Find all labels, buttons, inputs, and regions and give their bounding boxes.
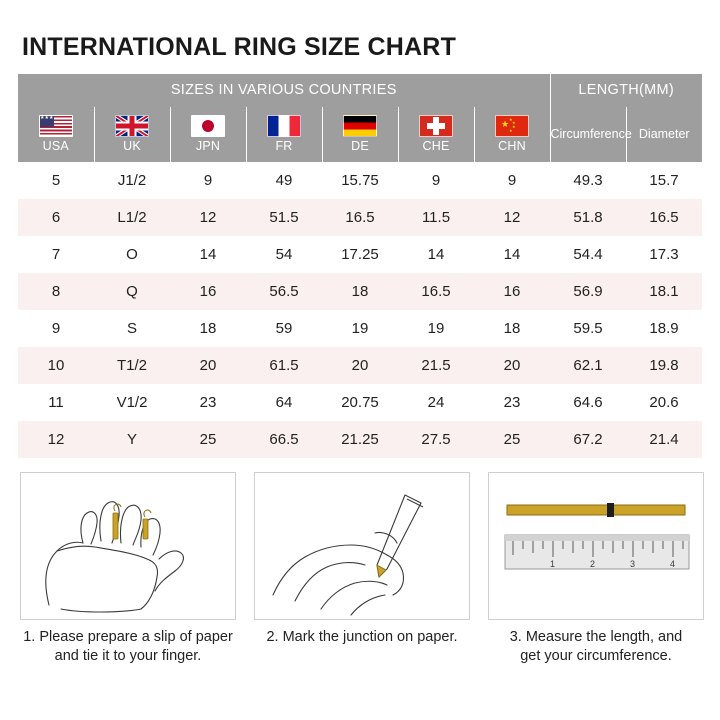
table-row: [18, 273, 702, 310]
cell-circumference: 51.8: [550, 199, 626, 236]
cell-che: 14: [398, 236, 474, 273]
cell-che: 24: [398, 384, 474, 421]
cell-che: 16.5: [398, 273, 474, 310]
cell-jpn: 14: [170, 236, 246, 273]
flag-germany-icon: [343, 115, 377, 137]
step-3-caption-line1: 3. Measure the length, and: [509, 628, 683, 645]
step-1: [20, 472, 236, 667]
cell-uk: J1/2: [94, 162, 170, 199]
step-2-illustration-box: [254, 472, 470, 620]
cell-che: 21.5: [398, 347, 474, 384]
step-1-caption-line1: 1. Please prepare a slip of paper: [23, 628, 233, 645]
cell-de: 16.5: [322, 199, 398, 236]
cell-uk: Y: [94, 421, 170, 458]
column-header-usa: [18, 107, 94, 162]
flag-china-icon: ★ ★ ★ ★ ★: [495, 115, 529, 137]
step-3-caption-line2: get your circumference.: [520, 648, 672, 665]
svg-text:1: 1: [550, 558, 556, 569]
cell-de: 20: [322, 347, 398, 384]
column-label-usa: USA: [42, 138, 69, 153]
column-label-diameter: Diameter: [638, 126, 690, 141]
cell-chn: 9: [474, 162, 550, 199]
cell-jpn: 18: [170, 310, 246, 347]
step-2-caption: [254, 628, 470, 648]
cell-fr: 56.5: [246, 273, 322, 310]
cell-usa: 5: [18, 162, 94, 199]
column-header-diameter: [626, 107, 702, 162]
flag-switzerland-icon: [419, 115, 453, 137]
cell-fr: 51.5: [246, 199, 322, 236]
cell-diameter: 17.3: [626, 236, 702, 273]
cell-chn: 14: [474, 236, 550, 273]
table-row: [18, 162, 702, 199]
column-header-uk: [94, 107, 170, 162]
column-label-circumference: Circumference: [550, 126, 632, 141]
cell-circumference: 54.4: [550, 236, 626, 273]
cell-diameter: 18.1: [626, 273, 702, 310]
cell-de: 15.75: [322, 162, 398, 199]
cell-circumference: 62.1: [550, 347, 626, 384]
cell-fr: 61.5: [246, 347, 322, 384]
cell-usa: 7: [18, 236, 94, 273]
cell-circumference: 49.3: [550, 162, 626, 199]
cell-de: 19: [322, 310, 398, 347]
svg-text:4: 4: [670, 558, 676, 569]
cell-fr: 64: [246, 384, 322, 421]
cell-de: 20.75: [322, 384, 398, 421]
cell-diameter: 20.6: [626, 384, 702, 421]
cell-usa: 6: [18, 199, 94, 236]
step-3: [488, 472, 704, 667]
svg-text:2: 2: [590, 558, 596, 569]
cell-chn: 12: [474, 199, 550, 236]
page-title: INTERNATIONAL RING SIZE CHART: [22, 33, 457, 61]
column-header-jpn: [170, 107, 246, 162]
flag-usa-icon: ★★★: [39, 115, 73, 137]
cell-usa: 9: [18, 310, 94, 347]
hand-marking-paper-with-pen-illustration: [255, 473, 469, 619]
cell-chn: 16: [474, 273, 550, 310]
step-1-illustration-box: [20, 472, 236, 620]
column-label-chn: CHN: [498, 138, 526, 153]
hand-with-paper-strip-illustration: [21, 473, 235, 619]
cell-fr: 59: [246, 310, 322, 347]
cell-uk: S: [94, 310, 170, 347]
cell-uk: T1/2: [94, 347, 170, 384]
cell-fr: 54: [246, 236, 322, 273]
column-header-chn: [474, 107, 550, 162]
table-row: [18, 310, 702, 347]
measuring-steps: [18, 472, 702, 667]
cell-che: 27.5: [398, 421, 474, 458]
table-row: [18, 384, 702, 421]
column-header-de: [322, 107, 398, 162]
cell-jpn: 16: [170, 273, 246, 310]
cell-de: 18: [322, 273, 398, 310]
column-label-fr: FR: [275, 138, 293, 153]
cell-uk: Q: [94, 273, 170, 310]
cell-uk: L1/2: [94, 199, 170, 236]
table-row: [18, 421, 702, 458]
cell-chn: 25: [474, 421, 550, 458]
table-row: [18, 236, 702, 273]
cell-che: 11.5: [398, 199, 474, 236]
column-label-de: DE: [351, 138, 369, 153]
column-header-che: [398, 107, 474, 162]
column-label-che: CHE: [422, 138, 450, 153]
cell-usa: 10: [18, 347, 94, 384]
table-body: [18, 162, 702, 458]
step-1-caption-line2: and tie it to your finger.: [54, 648, 202, 665]
cell-uk: O: [94, 236, 170, 273]
step-3-illustration-box: [488, 472, 704, 620]
ruler-measuring-paper-strip-illustration: [489, 473, 703, 619]
svg-text:3: 3: [630, 558, 636, 569]
cell-jpn: 12: [170, 199, 246, 236]
cell-jpn: 9: [170, 162, 246, 199]
cell-che: 19: [398, 310, 474, 347]
cell-che: 9: [398, 162, 474, 199]
step-3-caption: [488, 628, 704, 667]
column-label-jpn: JPN: [195, 138, 221, 153]
cell-circumference: 59.5: [550, 310, 626, 347]
cell-chn: 23: [474, 384, 550, 421]
cell-diameter: 18.9: [626, 310, 702, 347]
step-1-caption: [20, 628, 236, 667]
cell-fr: 49: [246, 162, 322, 199]
flag-france-icon: [267, 115, 301, 137]
table-group-header-row: [18, 74, 702, 107]
cell-chn: 18: [474, 310, 550, 347]
cell-jpn: 20: [170, 347, 246, 384]
flag-japan-icon: [191, 115, 225, 137]
cell-chn: 20: [474, 347, 550, 384]
column-header-fr: [246, 107, 322, 162]
table-row: [18, 199, 702, 236]
cell-jpn: 23: [170, 384, 246, 421]
cell-circumference: 64.6: [550, 384, 626, 421]
flag-uk-icon: [115, 115, 149, 137]
cell-diameter: 21.4: [626, 421, 702, 458]
cell-de: 17.25: [322, 236, 398, 273]
cell-diameter: 19.8: [626, 347, 702, 384]
cell-uk: V1/2: [94, 384, 170, 421]
cell-circumference: 56.9: [550, 273, 626, 310]
column-header-circumference: [550, 107, 632, 162]
step-2: [254, 472, 470, 667]
header-group-sizes: SIZES IN VARIOUS COUNTRIES: [18, 74, 550, 107]
ring-size-table: [18, 74, 702, 458]
cell-usa: 8: [18, 273, 94, 310]
cell-de: 21.25: [322, 421, 398, 458]
cell-jpn: 25: [170, 421, 246, 458]
table-row: [18, 347, 702, 384]
column-label-uk: UK: [123, 138, 141, 153]
cell-fr: 66.5: [246, 421, 322, 458]
cell-diameter: 16.5: [626, 199, 702, 236]
header-group-length: LENGTH(MM): [550, 74, 702, 107]
table-column-header-row: [18, 107, 702, 162]
step-2-caption-line1: 2. Mark the junction on paper.: [266, 628, 458, 645]
cell-circumference: 67.2: [550, 421, 626, 458]
cell-usa: 12: [18, 421, 94, 458]
cell-diameter: 15.7: [626, 162, 702, 199]
cell-usa: 11: [18, 384, 94, 421]
